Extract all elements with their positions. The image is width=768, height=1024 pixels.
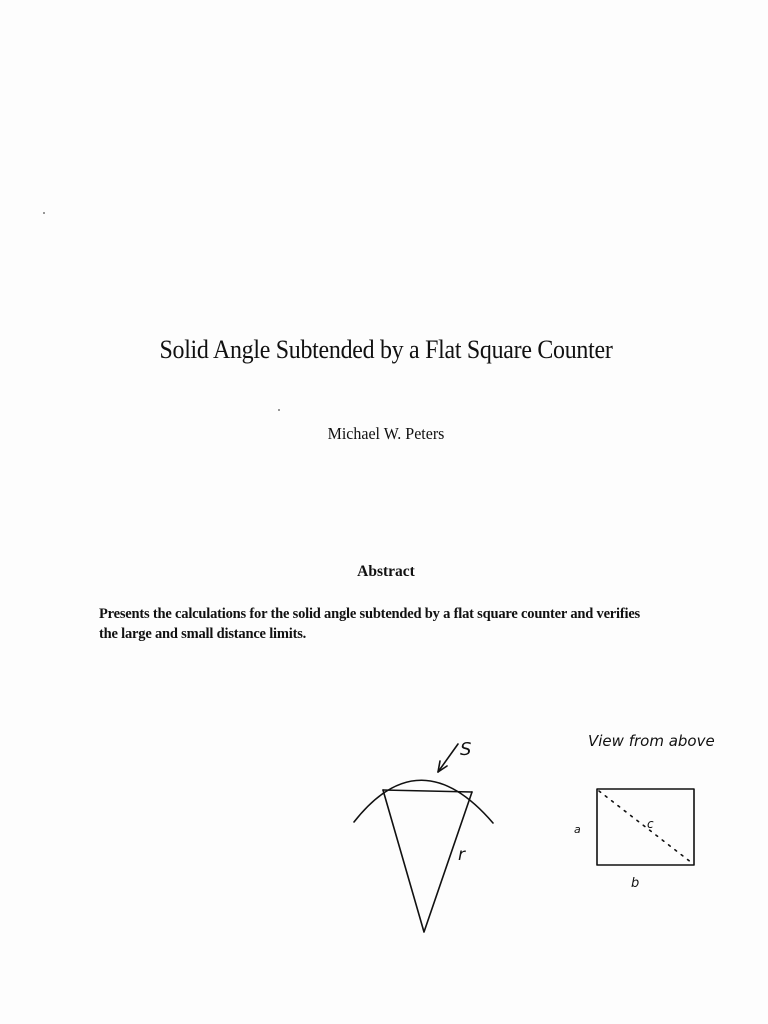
abstract-line-1: Presents the calculations for the solid angle subtended by a flat square counter and verifies <box>99 606 641 622</box>
paper-title: Solid Angle Subtended by a Flat Square Counter <box>159 335 613 364</box>
radius-label: r <box>458 845 465 865</box>
chord-line <box>383 790 472 792</box>
arc-label: S <box>460 739 472 760</box>
abstract-heading: Abstract <box>357 563 415 580</box>
diagonal-line <box>599 791 692 863</box>
side-a-label: a <box>574 823 581 836</box>
diagonal-label: c <box>647 817 654 831</box>
author-name: Michael W. Peters <box>327 424 445 443</box>
sphere-arc <box>354 780 493 823</box>
side-b-label: b <box>631 876 640 891</box>
arc-arrow <box>438 744 458 772</box>
abstract-line-2: the large and small distance limits. <box>99 626 307 642</box>
view-caption: View from above <box>588 732 715 750</box>
